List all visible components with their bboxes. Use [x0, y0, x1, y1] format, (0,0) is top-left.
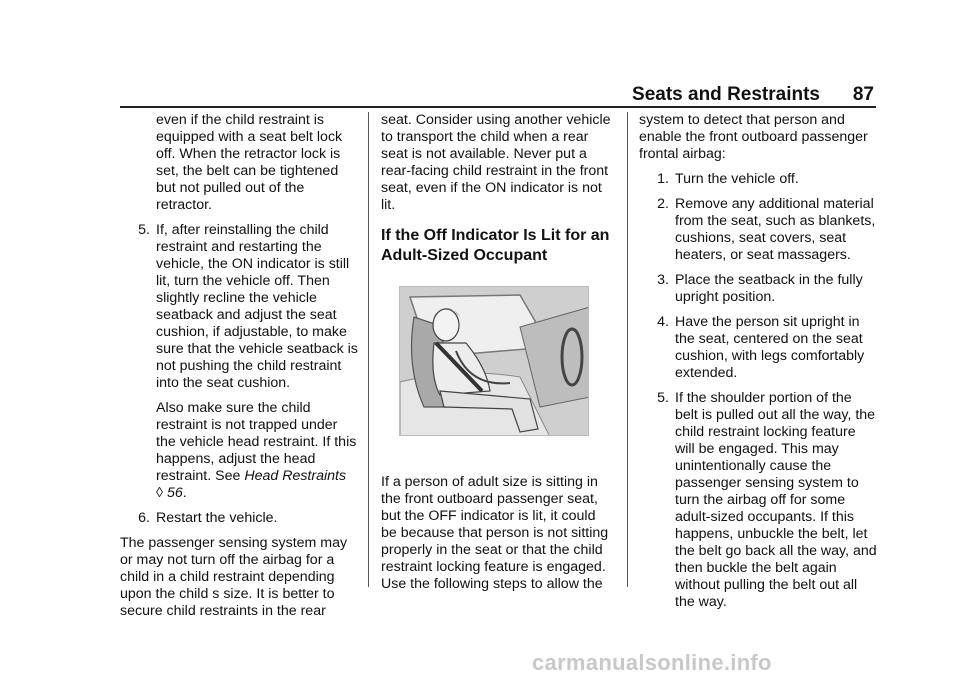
body-paragraph: seat. Consider using another vehicle to transport the child when a rear seat is not available. Never put a rear-facing child restraint in the front seat, even if the ON indicator is not lit. [381, 112, 611, 213]
body-paragraph: If a person of adult size is sitting in the front outboard passenger seat, but the OFF indicator is lit, it could be because that person is not sitting properly in the seat or that the child restraint locking feature is engaged. Use the following steps to allow the [381, 474, 609, 592]
step-text: Restart the vehicle. [156, 510, 278, 526]
column-right [639, 112, 877, 611]
page-ref-icon: ◊ [156, 485, 164, 501]
step-text: Remove any additional material from the seat, such as blankets, cushions, seat covers, seat heaters, or seat massagers. [675, 196, 876, 263]
step-text: If, after reinstalling the child restraint and restarting the vehicle, the ON indicator is still lit, turn the vehicle off. Then slightly recline the vehicle seatback and adjust the seat cushion, if adjustable, to make sure that the vehicle seatback is not pushing the child restraint into the seat cushion. [156, 222, 358, 391]
note-text: Also make sure the child restraint is not trapped under the vehicle head restraint. If this happens, adjust the head restraint. See [156, 400, 357, 484]
cross-reference-link[interactable]: Head Restraints [244, 468, 347, 484]
step-text: If the shoulder portion of the belt is pulled out all the way, the child restraint locking feature will be engaged. This may unintentionally cause the passenger sensing system to turn the airbag off for some adult-sized occupants. If this happens, unbuckle the belt, let the belt go back all the way, and then buckle the belt again without pulling the belt out all the way. [675, 390, 877, 610]
step-number: 1. [657, 171, 669, 187]
step-2 [639, 196, 877, 264]
section-heading: If the Off Indicator Is Lit for an Adult-Sized Occupant [381, 227, 610, 264]
column-divider [627, 112, 628, 587]
column-divider [368, 112, 369, 587]
page-number: 87 [852, 84, 874, 105]
step-5 [639, 390, 877, 611]
step-number: 5. [657, 390, 669, 406]
step-number: 2. [657, 196, 669, 212]
step-1 [639, 171, 877, 188]
ref-end: . [182, 485, 187, 501]
step-text: Place the seatback in the fully upright position. [675, 272, 863, 305]
step-text: Turn the vehicle off. [675, 171, 799, 187]
step-number: 6. [138, 510, 150, 526]
header-rule [120, 106, 876, 108]
continuation-text: even if the child restraint is equipped with a seat belt lock off. When the retractor lock is set, the belt can be tightened but not pulled out of the retractor. [156, 112, 343, 213]
step-number: 5. [138, 222, 150, 238]
body-paragraph: system to detect that person and enable the front outboard passenger frontal airbag: [639, 112, 868, 162]
cross-reference-page[interactable]: 56 [166, 485, 183, 501]
step-5 [120, 222, 358, 502]
column-left [120, 112, 358, 620]
step-text: Have the person sit upright in the seat, centered on the seat cushion, with legs comfortably extended. [675, 314, 865, 381]
step-3 [639, 272, 877, 306]
adult-occupant-illustration [399, 286, 589, 436]
watermark: carmanualsonline.info [532, 650, 772, 675]
step-number: 3. [657, 272, 669, 288]
page-header [120, 84, 876, 106]
step-6 [120, 510, 358, 527]
section-title: Seats and Restraints [632, 84, 820, 105]
body-paragraph: The passenger sensing system may or may not turn off the airbag for a child in a child restraint depending upon the child s size. It is better to secure child restraints in the rear [120, 535, 348, 619]
step-4 [639, 314, 877, 382]
step-number: 4. [657, 314, 669, 330]
step-note [156, 400, 358, 502]
illustration-graphic [400, 287, 589, 436]
